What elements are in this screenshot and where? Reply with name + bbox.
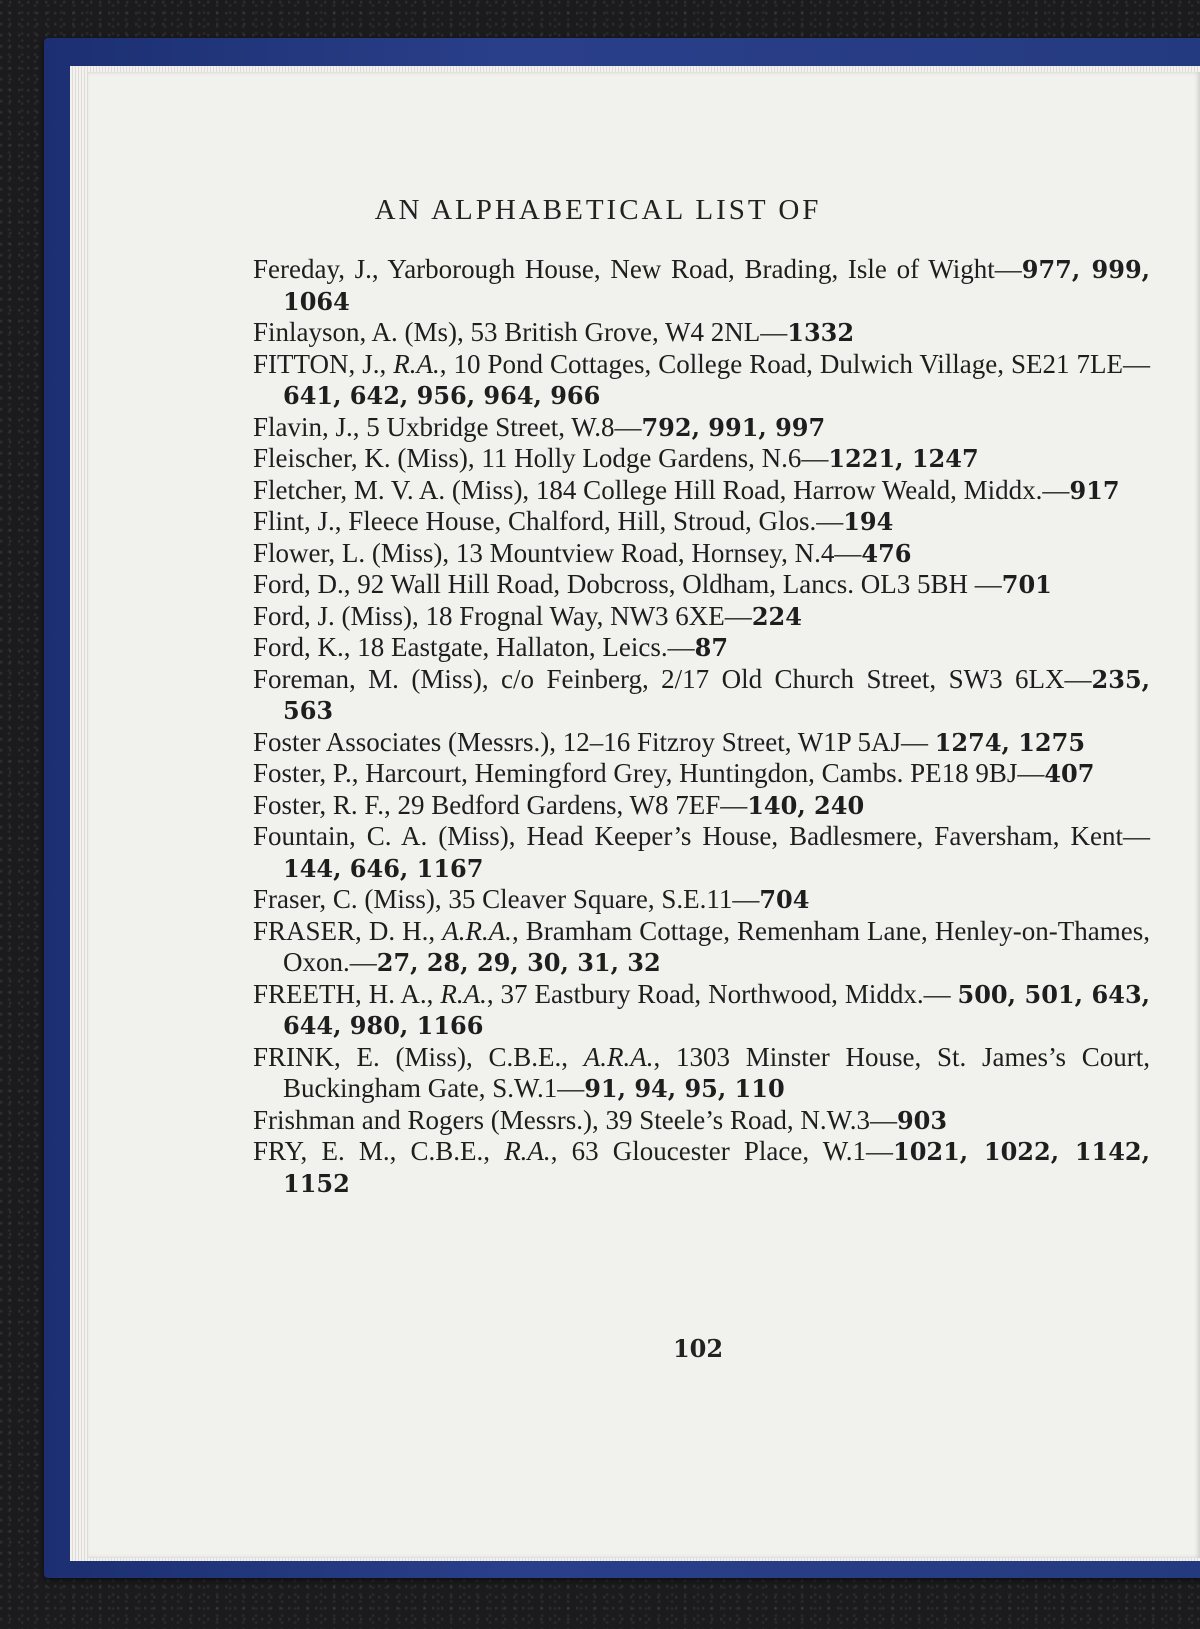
entry-address: , 1303 Minster House, St. James’s Court, Buckingham Gate, S.W.1— <box>283 1041 1151 1103</box>
page-heading: AN ALPHABETICAL LIST OF <box>374 194 822 226</box>
entry-name-address: Fraser, C. (Miss), 35 Cleaver Square, S.E.11— <box>253 884 760 914</box>
entry-catalogue-numbers: 144, 646, 1167 <box>283 853 484 883</box>
entry-name-address: FREETH, H. A., <box>253 978 441 1009</box>
list-item <box>253 1042 1150 1105</box>
entry-catalogue-numbers: 1274, 1275 <box>934 727 1086 757</box>
list-item <box>253 727 1150 759</box>
list-item <box>253 632 1150 664</box>
entry-catalogue-numbers: 701 <box>1001 570 1052 599</box>
entry-catalogue-numbers: 903 <box>896 1105 948 1135</box>
entry-list <box>253 254 1150 1199</box>
book-page <box>88 72 1200 1558</box>
list-item <box>253 443 1150 475</box>
list-item <box>253 979 1150 1042</box>
entry-name-address: Ford, K., 18 Eastgate, Hallaton, Leics.— <box>253 632 695 662</box>
entry-catalogue-numbers: 1332 <box>787 318 855 347</box>
entry-catalogue-numbers: 194 <box>843 507 894 536</box>
entry-catalogue-numbers: 91, 94, 95, 110 <box>584 1074 785 1103</box>
list-item <box>253 412 1150 444</box>
entry-catalogue-numbers: 917 <box>1069 475 1120 505</box>
entry-title: A.R.A. <box>583 1041 654 1072</box>
entry-catalogue-numbers: 1221, 1247 <box>828 444 979 473</box>
entry-title: R.A. <box>393 348 440 379</box>
entry-catalogue-numbers: 641, 642, 956, 964, 966 <box>283 381 601 410</box>
entry-catalogue-numbers: 792, 991, 997 <box>641 412 826 442</box>
list-item <box>253 664 1150 727</box>
list-item <box>253 506 1150 538</box>
list-item <box>253 1136 1150 1199</box>
list-item <box>253 538 1150 570</box>
entry-catalogue-numbers: 704 <box>759 885 810 914</box>
entry-name-address: Foster, P., Harcourt, Hemingford Grey, Huntingdon, Cambs. PE18 9BJ— <box>253 758 1045 788</box>
page-number: 102 <box>672 1334 724 1363</box>
list-item <box>253 475 1150 507</box>
list-item <box>253 254 1150 317</box>
entry-catalogue-numbers: 224 <box>751 601 802 631</box>
entry-name-address: FRINK, E. (Miss), C.B.E., <box>253 1041 584 1072</box>
entry-catalogue-numbers: 407 <box>1044 759 1095 788</box>
entry-address: , Bramham Cottage, Remenham Lane, Henley-on-Thames, Oxon.— <box>283 915 1150 977</box>
list-item <box>253 790 1150 822</box>
entry-address: , 37 Eastbury Road, Northwood, Middx.— <box>486 978 958 1009</box>
entry-name-address: Fountain, C. A. (Miss), Head Keeper’s House, Badlesmere, Faversham, Kent— <box>253 821 1150 851</box>
entry-name-address: Ford, J. (Miss), 18 Frognal Way, NW3 6XE— <box>253 600 752 631</box>
entry-catalogue-numbers: 476 <box>861 538 912 568</box>
entry-catalogue-numbers: 977, 999, 1064 <box>283 255 1150 316</box>
entry-catalogue-numbers: 500, 501, 643, 644, 980, 1166 <box>283 979 1150 1040</box>
entry-name-address: Fletcher, M. V. A. (Miss), 184 College Hill Road, Harrow Weald, Middx.— <box>253 474 1070 505</box>
entry-name-address: Frishman and Rogers (Messrs.), 39 Steele’s Road, N.W.3— <box>253 1104 897 1135</box>
entry-name-address: Flint, J., Fleece House, Chalford, Hill, Stroud, Glos.— <box>253 506 844 536</box>
entry-name-address: Foster Associates (Messrs.), 12–16 Fitzroy Street, W1P 5AJ— <box>253 726 935 757</box>
list-item <box>253 317 1150 349</box>
list-item <box>253 916 1150 979</box>
entry-catalogue-numbers: 27, 28, 29, 30, 31, 32 <box>376 948 661 977</box>
list-item <box>253 1105 1150 1137</box>
entry-name-address: FRASER, D. H., <box>253 915 443 946</box>
entry-name-address: FRY, E. M., C.B.E., <box>253 1136 505 1166</box>
list-item <box>253 821 1150 884</box>
entry-catalogue-numbers: 140, 240 <box>747 790 865 820</box>
list-item <box>253 569 1150 601</box>
list-item <box>253 884 1150 916</box>
list-item <box>253 758 1150 790</box>
entry-name-address: Fereday, J., Yarborough House, New Road, Brading, Isle of Wight— <box>253 254 1022 284</box>
entry-name-address: Finlayson, A. (Ms), 53 British Grove, W4 2NL— <box>253 317 788 347</box>
entry-name-address: Fleischer, K. (Miss), 11 Holly Lodge Gardens, N.6— <box>253 443 829 473</box>
entry-catalogue-numbers: 1021, 1022, 1142, 1152 <box>283 1137 1150 1198</box>
entry-title: R.A. <box>440 978 487 1009</box>
entry-name-address: Flavin, J., 5 Uxbridge Street, W.8— <box>253 411 642 442</box>
entry-name-address: Foreman, M. (Miss), c/o Feinberg, 2/17 Old Church Street, SW3 6LX— <box>253 663 1092 694</box>
entry-title: R.A. <box>504 1136 551 1166</box>
entry-address: , 63 Gloucester Place, W.1— <box>550 1136 893 1166</box>
entry-title: A.R.A. <box>442 915 512 946</box>
entry-name-address: Ford, D., 92 Wall Hill Road, Dobcross, Oldham, Lancs. OL3 5BH — <box>253 569 1002 599</box>
entry-catalogue-numbers: 235, 563 <box>283 664 1150 725</box>
list-item <box>253 601 1150 633</box>
entry-name-address: Flower, L. (Miss), 13 Mountview Road, Hornsey, N.4— <box>253 537 862 568</box>
list-item <box>253 349 1150 412</box>
entry-catalogue-numbers: 87 <box>694 633 729 662</box>
entry-name-address: Foster, R. F., 29 Bedford Gardens, W8 7EF— <box>253 789 748 820</box>
entry-name-address: FITTON, J., <box>253 348 394 379</box>
entry-address: , 10 Pond Cottages, College Road, Dulwich Village, SE21 7LE— <box>439 348 1150 379</box>
